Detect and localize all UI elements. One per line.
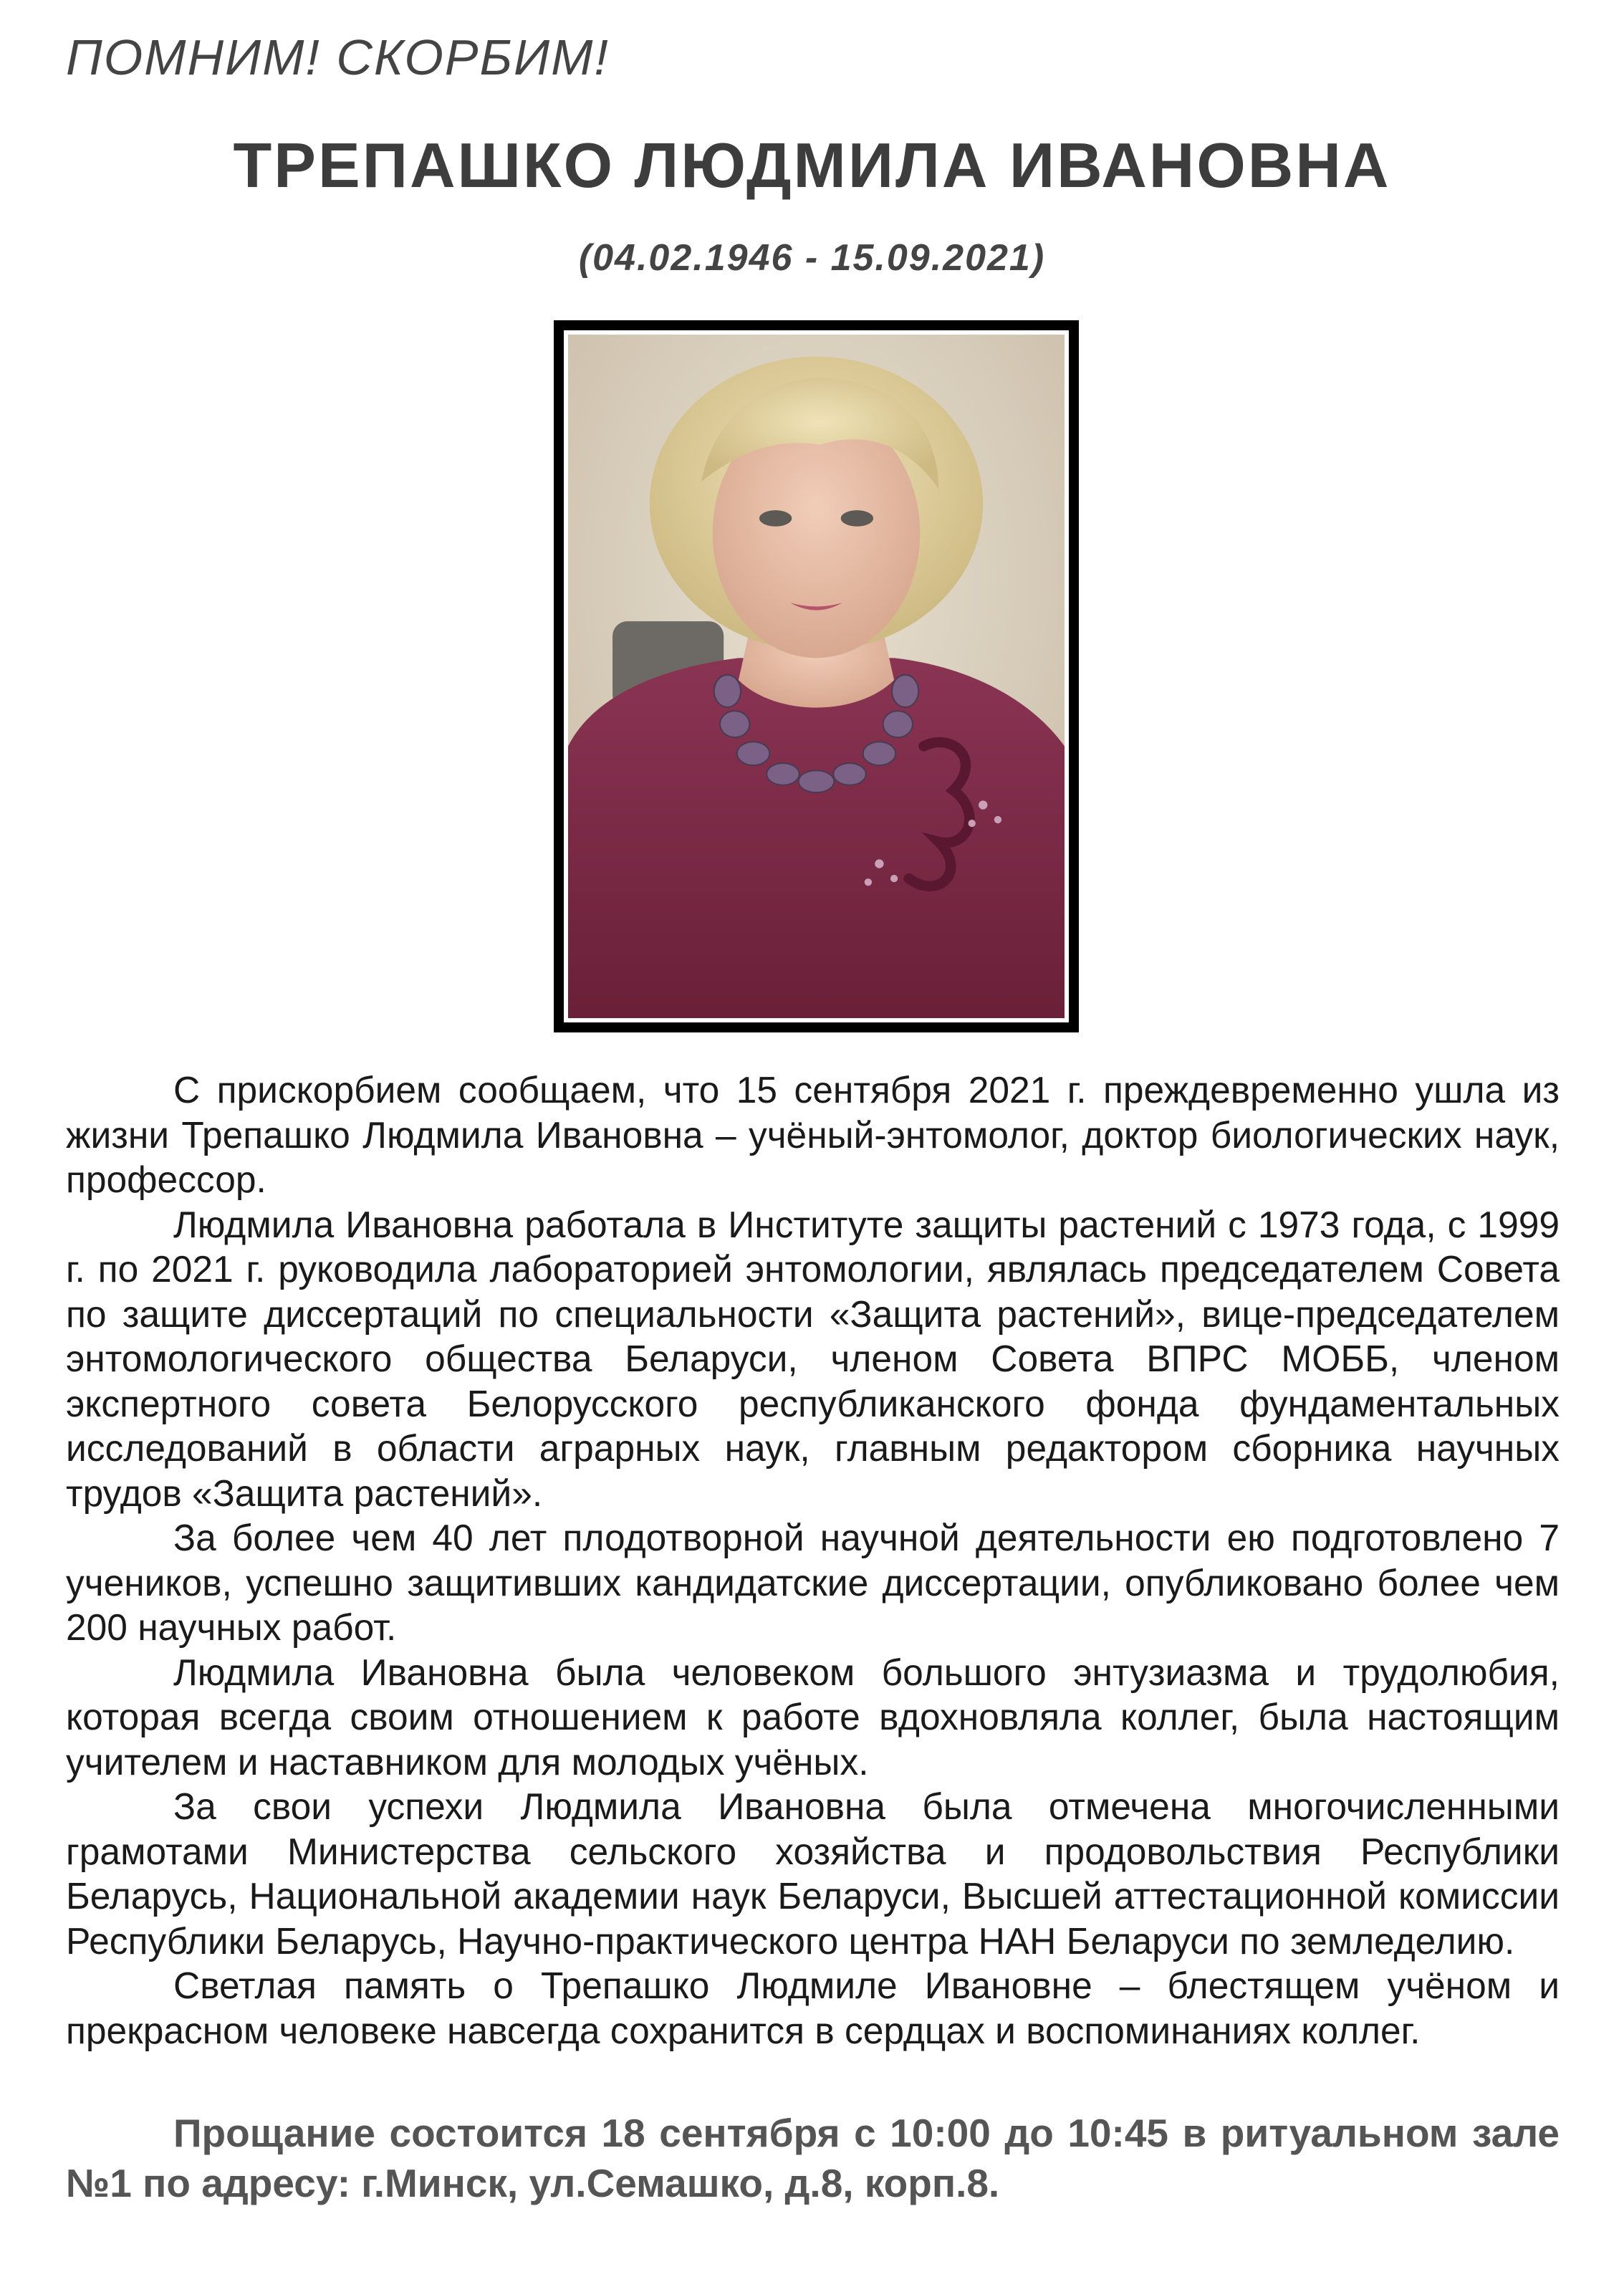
portrait-photo bbox=[564, 330, 1069, 1022]
paragraph-achievements: За более чем 40 лет плодотворной научной деятельности ею подготовлено 7 учеников, успешно защитивших кандидатские диссертации, опубликовано более чем 200 научных работ. bbox=[66, 1517, 1560, 1648]
paragraph-memory: Светлая память о Трепашко Людмиле Ивановне – блестящем учёном и прекрасном человеке навсегда сохранится в сердцах и воспоминаниях коллег. bbox=[66, 1965, 1560, 2051]
farewell-text: Прощание состоится 18 сентября с 10:00 до 10:45 в ритуальном зале №1 по адресу: г.Минск, ул.Семашко, д.8, корп.8. bbox=[66, 2111, 1560, 2205]
paragraph-announcement: С прискорбием сообщаем, что 15 сентября 2021 г. преждевременно ушла из жизни Трепашко Людмила Ивановна – учёный-энтомолог, доктор биологических наук, профессор. bbox=[66, 1069, 1560, 1200]
paragraph-career: Людмила Ивановна работала в Институте защиты растений с 1973 года, с 1999 г. по 2021 г. руководила лабораторией энтомологии, являлась председателем Совета по защите диссертаций по специальности «Защита растений», вице-председателем энтомологического общества Беларуси, членом Совета ВПРС МОББ, членом экспертного совета Белорусского республиканского фонда фундаментальных исследований в области аграрных наук, главным редактором сборника научных трудов «Защита растений». bbox=[66, 1203, 1560, 1514]
paragraph-character: Людмила Ивановна была человеком большого энтузиазма и трудолюбия, которая всегда своим отношением к работе вдохновляла коллег, была настоящим учителем и наставником для молодых учёных. bbox=[66, 1651, 1560, 1783]
motto-heading: ПОМНИМ! СКОРБИМ! bbox=[66, 29, 610, 85]
memorial-portrait-frame bbox=[554, 320, 1079, 1032]
portrait-illustration bbox=[568, 335, 1065, 1018]
life-dates: (04.02.1946 - 15.09.2021) bbox=[578, 237, 1046, 279]
paragraph-awards: За свои успехи Людмила Ивановна была отмечена многочисленными грамотами Министерства сельского хозяйства и продовольствия Республики Беларусь, Национальной академии наук Беларуси, Высшей аттестационной комиссии Республики Беларусь, Научно-практического центра НАН Беларуси по земледелию. bbox=[66, 1785, 1560, 1962]
obituary-body bbox=[66, 1068, 1560, 2053]
person-name-heading: ТРЕПАШКО ЛЮДМИЛА ИВАНОВНА bbox=[233, 130, 1391, 201]
farewell-notice bbox=[66, 2108, 1560, 2208]
